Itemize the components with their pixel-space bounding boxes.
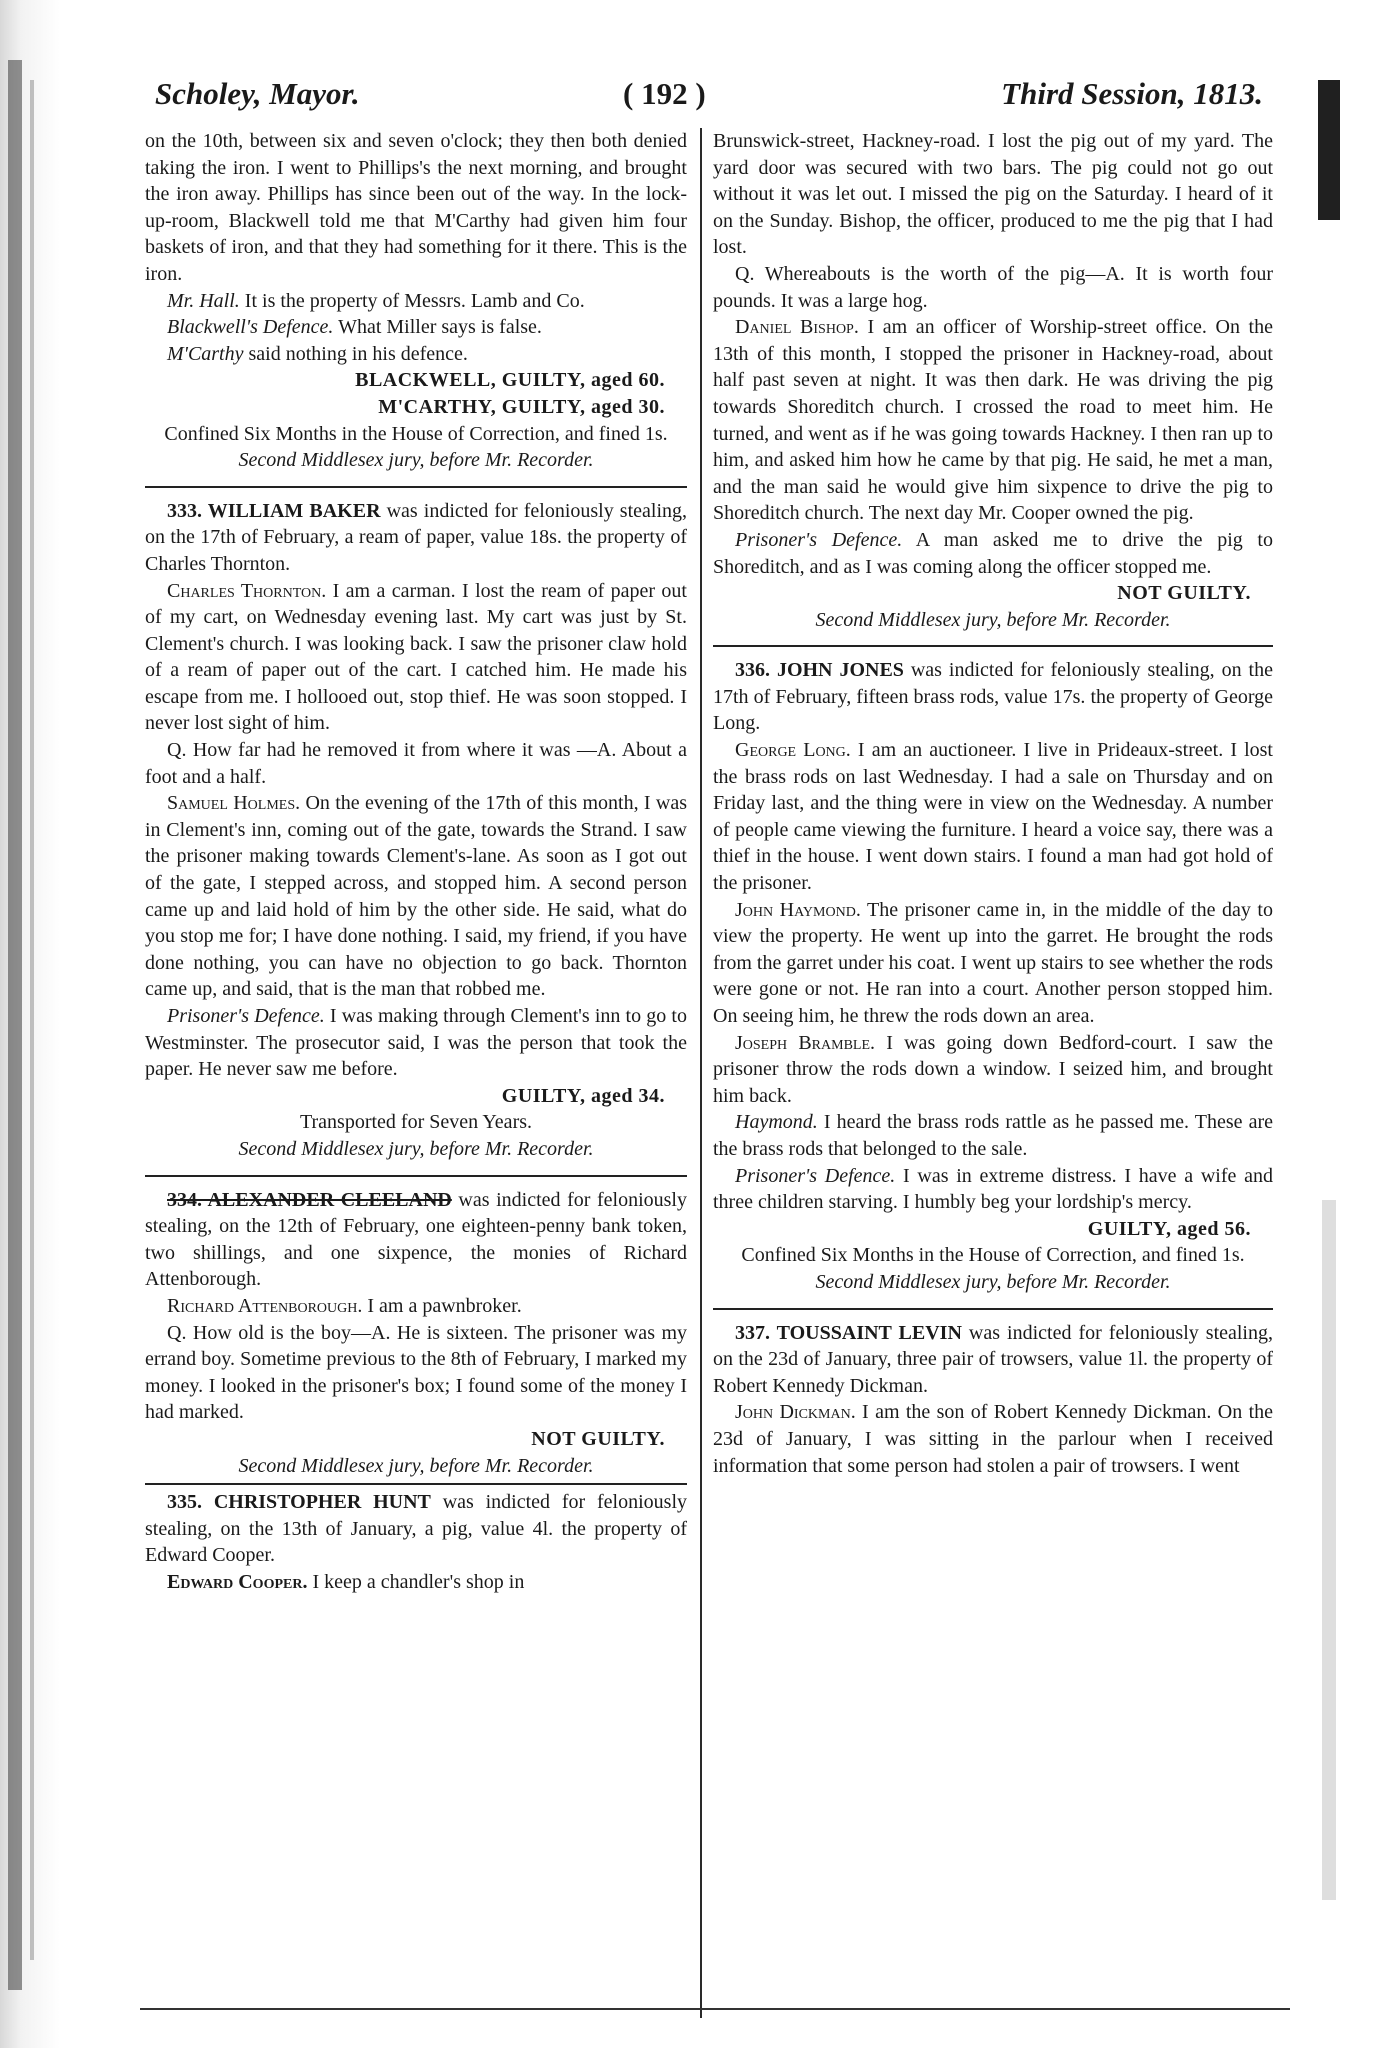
case-heading-paragraph: 337. TOUSSAINT LEVIN was indicted for feloniously stealing, on the 23d of January, three pair of trowsers, value 1l. the property of Robert Kennedy Dickman.: [713, 1321, 1273, 1397]
jury-line: Second Middlesex jury, before Mr. Recorder.: [815, 608, 1171, 631]
left-column: [145, 128, 687, 2028]
verdict: BLACKWELL, GUILTY, aged 60.: [355, 369, 665, 392]
case-heading-paragraph: 335. CHRISTOPHER HUNT was indicted for feloniously stealing, on the 13th of January, a pig, value 4l. the property of Edward Cooper.: [145, 1491, 687, 1567]
case-separator: [145, 1483, 687, 1485]
case-separator: [145, 486, 687, 488]
paragraph: John Dickman. I am the son of Robert Kennedy Dickman. On the 23d of January, I was sitting in the parlour when I received information that some person had stolen a pair of trowsers. I went: [713, 1401, 1273, 1477]
jury-line: Second Middlesex jury, before Mr. Recorder.: [238, 1137, 594, 1160]
paragraph: Prisoner's Defence. A man asked me to drive the pig to Shoreditch, and as I was coming along the officer stopped me.: [713, 528, 1273, 578]
header-right: Third Session, 1813.: [1001, 76, 1263, 111]
paragraph: Daniel Bishop. I am an officer of Worship-street office. On the 13th of this month, I stopped the prisoner in Hackney-road, about half past seven at night. It was then dark. He was driving the pig towards Shoreditch church. I crossed the road to meet him. He turned, and went as if he was going towards Hackney. I then ran up to him, and asked him how he came by that pig. He said, he met a man, and the man said he would give him sixpence to drive the pig to Shoreditch church. The next day Mr. Cooper owned the pig.: [713, 316, 1273, 525]
page-number: ( 192 ): [623, 76, 706, 111]
case-heading-paragraph: 333. WILLIAM BAKER was indicted for feloniously stealing, on the 17th of February, a ream of paper, value 18s. the property of Charles Thornton.: [145, 499, 687, 575]
page-header: [155, 76, 1263, 126]
page-edge-shadow: [1322, 1200, 1336, 1900]
paragraph: Q. Whereabouts is the worth of the pig—A. It is worth four pounds. It was a large hog.: [713, 262, 1273, 312]
paragraph: M'Carthy said nothing in his defence.: [167, 342, 468, 365]
paragraph: Q. How far had he removed it from where it was —A. About a foot and a half.: [145, 739, 687, 788]
page-binding-edge: [0, 0, 60, 2048]
paragraph: Brunswick-street, Hackney-road. I lost the pig out of my yard. The yard door was secured with two bars. The pig could not go out without it was let out. I missed the pig on the Saturday. I heard of it on the Sunday. Bishop, the officer, produced to me the pig that I had lost.: [713, 130, 1273, 259]
jury-line: Second Middlesex jury, before Mr. Recorder.: [815, 1270, 1171, 1293]
jury-line: Second Middlesex jury, before Mr. Recorder.: [238, 1454, 594, 1477]
paragraph: Q. How old is the boy—A. He is sixteen. The prisoner was my errand boy. Sometime previous to the 8th of February, I marked my money. I looked in the prisoner's box; I found some of the money I had marked.: [145, 1321, 687, 1424]
right-column: [713, 128, 1273, 2028]
paragraph: Edward Cooper. I keep a chandler's shop in: [167, 1570, 525, 1593]
sentence: Transported for Seven Years.: [299, 1111, 533, 1134]
case-heading-paragraph: 336. JOHN JONES was indicted for feloniously stealing, on the 17th of February, fifteen brass rods, value 17s. the property of George Long.: [713, 659, 1273, 735]
paragraph: Blackwell's Defence. What Miller says is false.: [167, 316, 542, 339]
sentence: Confined Six Months in the House of Correction, and fined 1s.: [164, 422, 668, 445]
paragraph: John Haymond. The prisoner came in, in the middle of the day to view the property. He went up into the garret. He brought the rods from the garret under his coat. I went up stairs to see whether the rods were gone or not. He ran into a court. Another person stopped him. On seeing him, he threw the rods down an area.: [713, 898, 1273, 1027]
verdict: GUILTY, aged 56.: [1087, 1217, 1251, 1240]
paragraph: Mr. Hall. It is the property of Messrs. Lamb and Co.: [167, 289, 585, 312]
paragraph: on the 10th, between six and seven o'clock; they then both denied taking the iron. I went to Phillips's the next morning, and brought the iron away. Phillips has since been out of the way. In the lock-up-room, Blackwell told me that M'Carthy had given him four baskets of iron, and that they had something for it there. This is the iron.: [145, 130, 687, 285]
paragraph: Joseph Bramble. I was going down Bedford-court. I saw the prisoner throw the rods down a window. I seized him, and brought him back.: [713, 1031, 1273, 1107]
column-divider: [700, 128, 702, 2018]
paragraph: Charles Thornton. I am a carman. I lost the ream of paper out of my cart, on Wednesday evening last. My cart was just by St. Clement's church. I was looking back. I saw the prisoner claw hold of a ream of paper out of the cart. I catched him. He made his escape from me. I hollooed out, stop thief. He was soon stopped. I never lost sight of him.: [145, 579, 687, 735]
case-separator: [145, 1175, 687, 1177]
paragraph: Prisoner's Defence. I was in extreme distress. I have a wife and three children starving. I humbly beg your lordship's mercy.: [713, 1164, 1273, 1214]
verdict: NOT GUILTY.: [1117, 582, 1251, 605]
sentence: Confined Six Months in the House of Correction, and fined 1s.: [741, 1244, 1245, 1267]
verdict: NOT GUILTY.: [531, 1427, 665, 1450]
paragraph: Prisoner's Defence. I was making through Clement's inn to go to Westminster. The prosecutor said, I was the person that took the paper. He never saw me before.: [145, 1005, 687, 1081]
page-edge-mark: [1318, 80, 1340, 220]
header-left: Scholey, Mayor.: [155, 76, 360, 111]
case-separator: [713, 1308, 1273, 1310]
case-heading-paragraph: 334. ALEXANDER CLEELAND was indicted for feloniously stealing, on the 12th of February, one eighteen-penny bank token, two shillings, and one sixpence, the monies of Richard Attenborough.: [145, 1188, 687, 1291]
case-separator: [713, 645, 1273, 647]
jury-line: Second Middlesex jury, before Mr. Recorder.: [238, 449, 594, 472]
verdict: M'CARTHY, GUILTY, aged 30.: [378, 395, 665, 418]
paragraph: Haymond. I heard the brass rods rattle as he passed me. These are the brass rods that belonged to the sale.: [713, 1111, 1273, 1160]
verdict: GUILTY, aged 34.: [501, 1084, 665, 1107]
paragraph: George Long. I am an auctioneer. I live in Prideaux-street. I lost the brass rods on last Wednesday. I had a sale on Thursday and on Friday last, and the thing were in view on the Wednesday. A number of people came viewing the furniture. I heard a voice say, there was a thief in the house. I went down stairs. I found a man had got hold of the prisoner.: [713, 739, 1273, 895]
paragraph: Samuel Holmes. On the evening of the 17th of this month, I was in Clement's inn, coming out of the gate, towards the Strand. I saw the prisoner making towards Clement's-lane. As soon as I got out of the gate, I stepped across, and stopped him. A second person came up and laid hold of him by the other side. He said, what do you stop me for; I have done nothing. I said, my friend, if you have done nothing, you can have no objection to go back. Thornton came up, and said, that is the man that robbed me.: [145, 792, 687, 1001]
paragraph: Richard Attenborough. I am a pawnbroker.: [167, 1294, 522, 1317]
bottom-rule: [140, 2008, 1290, 2010]
